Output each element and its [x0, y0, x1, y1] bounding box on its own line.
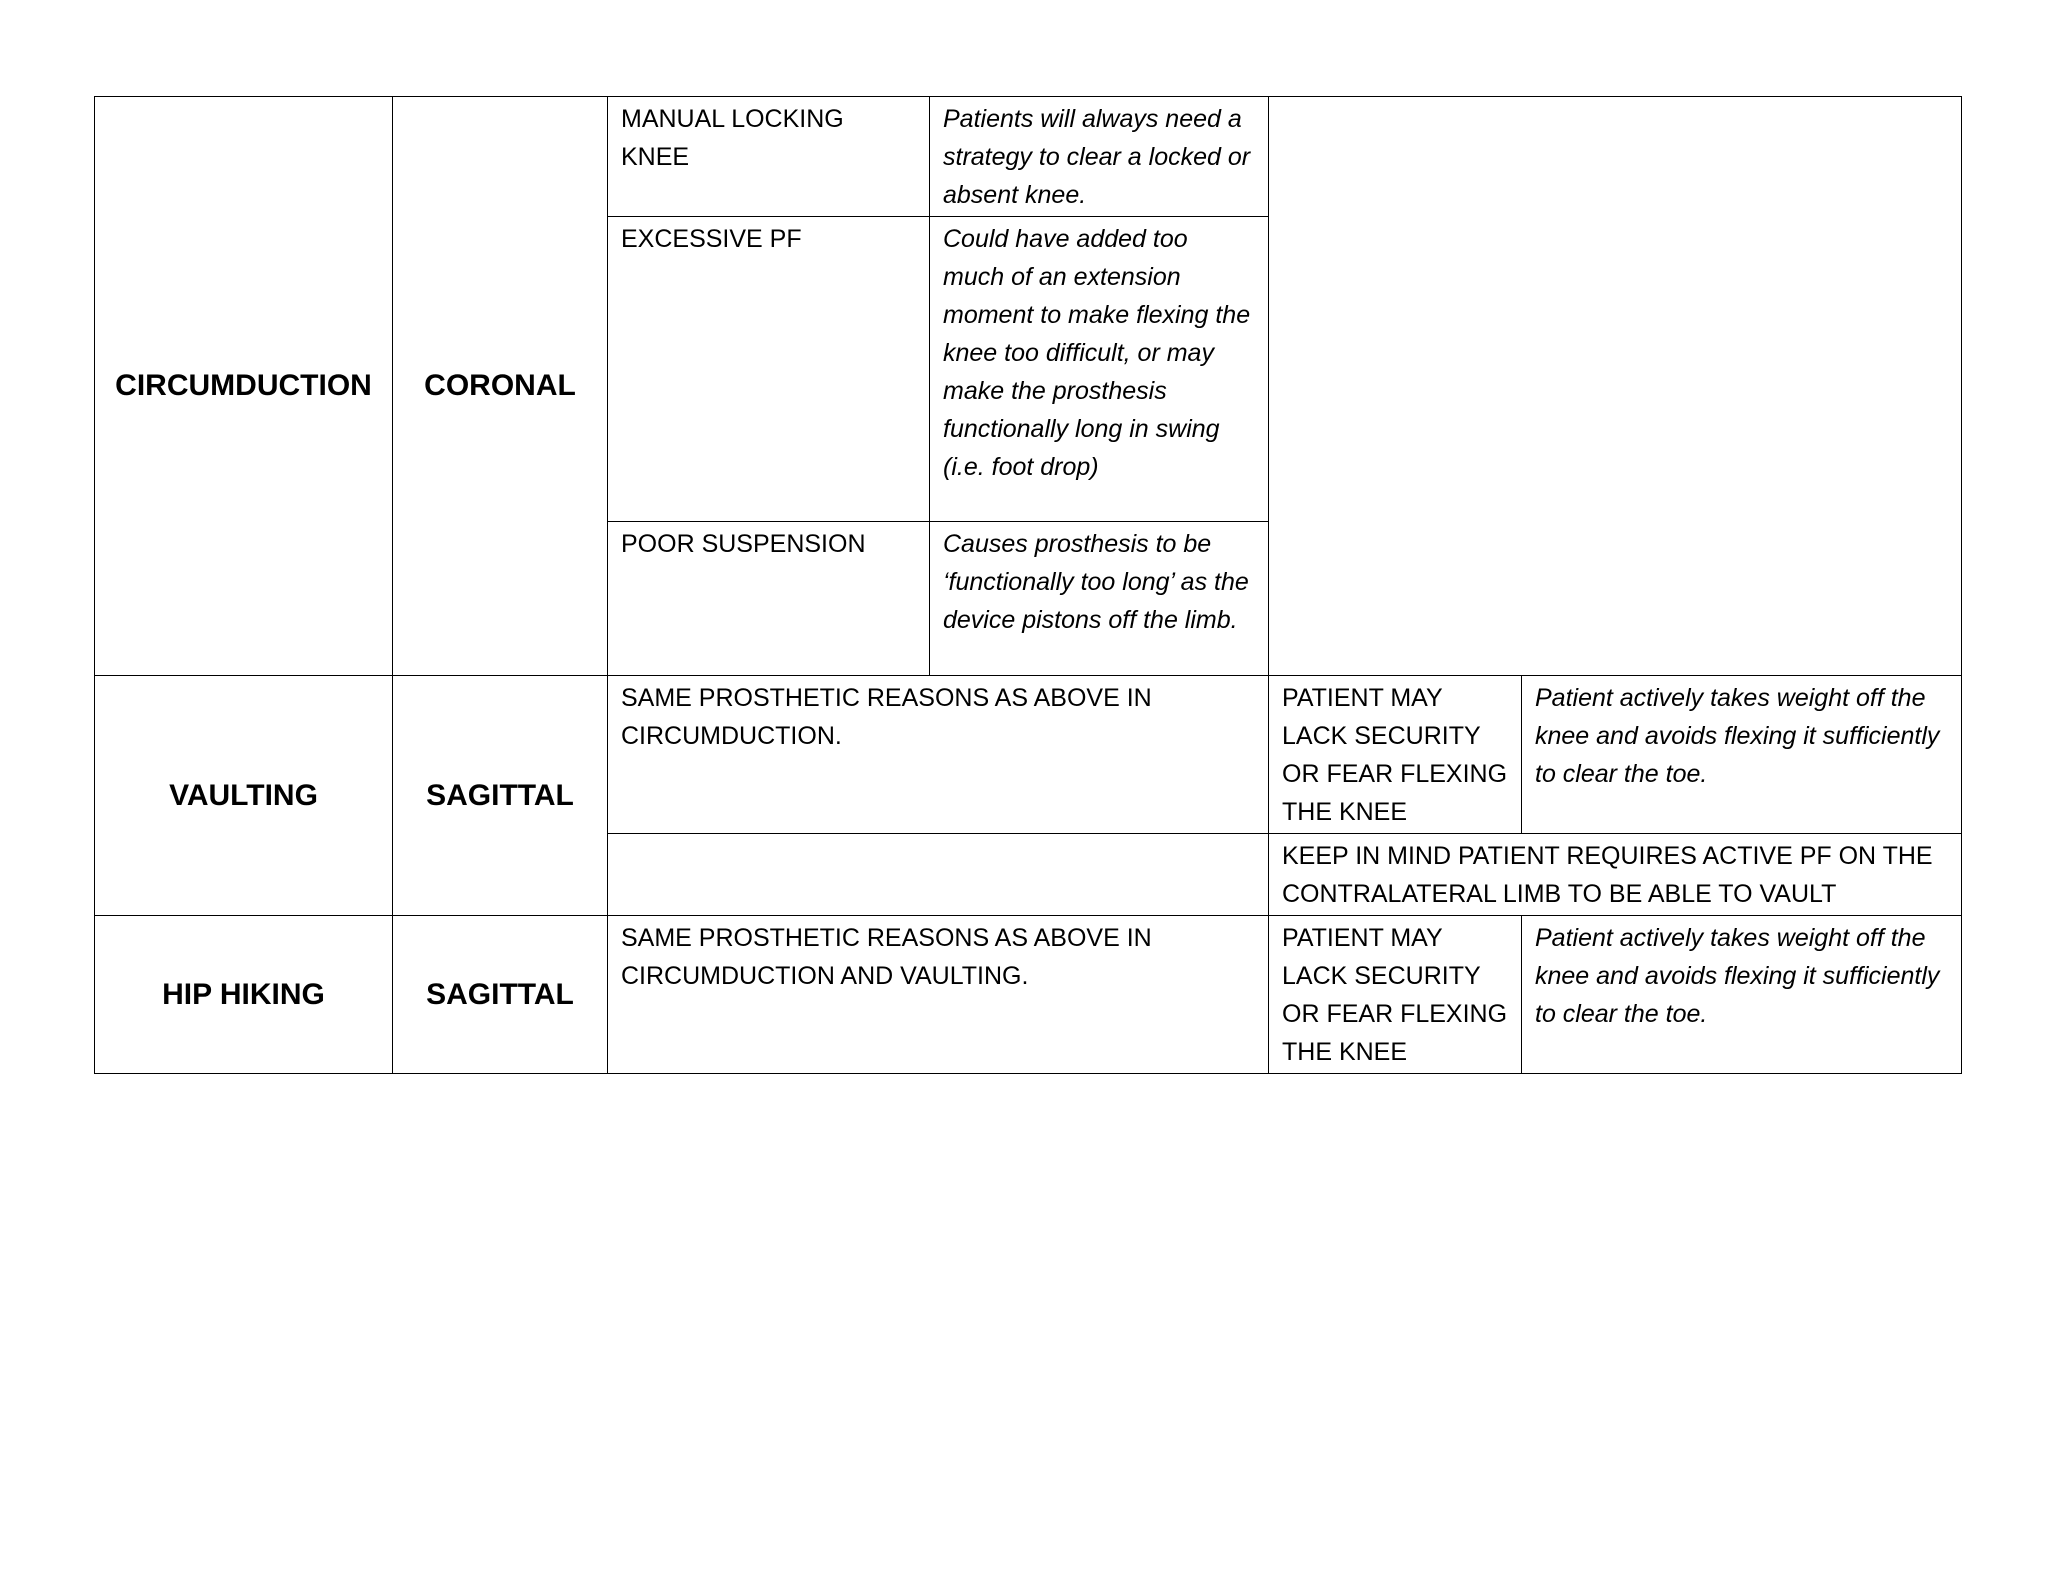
- plane-sagittal: SAGITTAL: [393, 676, 608, 916]
- patient-reason-cell: PATIENT MAY LACK SECURITY OR FEAR FLEXING THE KNEE: [1269, 916, 1522, 1074]
- table-row: [95, 916, 1962, 1074]
- deviation-hip-hiking: HIP HIKING: [95, 916, 393, 1074]
- prosthetic-reason-cell: SAME PROSTHETIC REASONS AS ABOVE IN CIRCUMDUCTION AND VAULTING.: [608, 916, 1269, 1074]
- plane-sagittal: SAGITTAL: [393, 916, 608, 1074]
- empty-cell: [608, 834, 1269, 916]
- cause-cell: MANUAL LOCKING KNEE: [608, 97, 930, 217]
- patient-reason-cell: PATIENT MAY LACK SECURITY OR FEAR FLEXING THE KNEE: [1269, 676, 1522, 834]
- patient-explanation: Patient actively takes weight off the knee and avoids flexing it sufficiently to clear the toe.: [1522, 916, 1962, 1074]
- gait-deviation-table: [94, 96, 1962, 1074]
- empty-cell: [1269, 97, 1962, 676]
- patient-explanation: Patient actively takes weight off the knee and avoids flexing it sufficiently to clear the toe.: [1522, 676, 1962, 834]
- cause-explanation: Could have added too much of an extension moment to make flexing the knee too difficult, or may make the prosthesis functionally long in swing (i.e. foot drop): [930, 217, 1269, 522]
- vault-note: KEEP IN MIND PATIENT REQUIRES ACTIVE PF ON THE CONTRALATERAL LIMB TO BE ABLE TO VAULT: [1269, 834, 1962, 916]
- cause-cell: EXCESSIVE PF: [608, 217, 930, 522]
- plane-coronal: CORONAL: [393, 97, 608, 676]
- table-row: [95, 676, 1962, 834]
- cause-explanation: Patients will always need a strategy to clear a locked or absent knee.: [930, 97, 1269, 217]
- deviation-vaulting: VAULTING: [95, 676, 393, 916]
- cause-cell: POOR SUSPENSION: [608, 522, 930, 676]
- deviation-circumduction: CIRCUMDUCTION: [95, 97, 393, 676]
- table-row: [95, 97, 1962, 217]
- prosthetic-reason-cell: SAME PROSTHETIC REASONS AS ABOVE IN CIRCUMDUCTION.: [608, 676, 1269, 834]
- cause-explanation: Causes prosthesis to be ‘functionally too long’ as the device pistons off the limb.: [930, 522, 1269, 676]
